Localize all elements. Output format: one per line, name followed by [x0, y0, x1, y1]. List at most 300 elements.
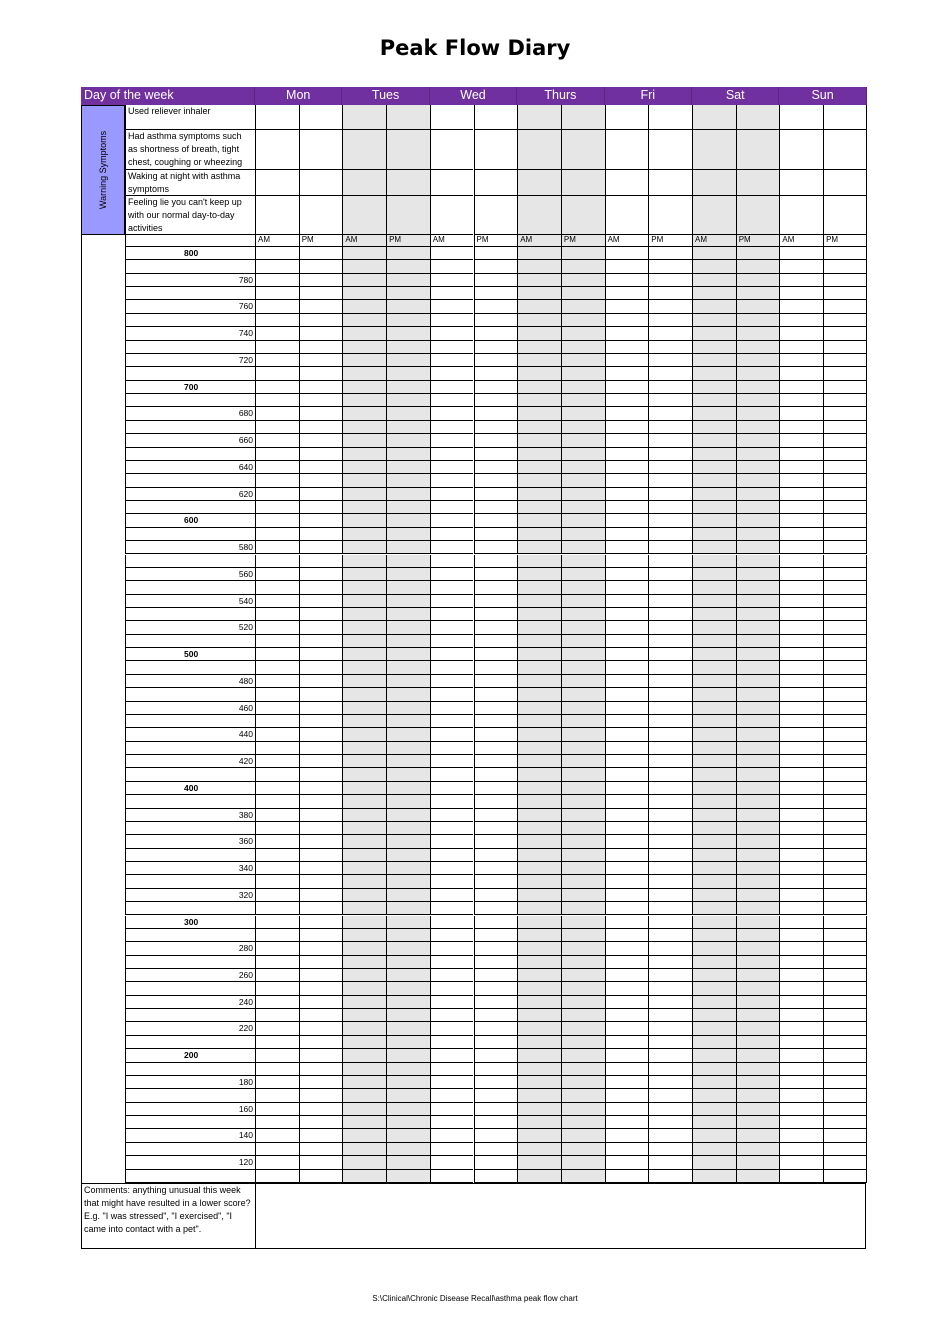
peak-flow-cell[interactable]	[605, 809, 649, 822]
peak-flow-cell[interactable]	[779, 327, 823, 340]
peak-flow-cell[interactable]	[474, 1009, 518, 1022]
peak-flow-cell[interactable]	[430, 795, 474, 808]
peak-flow-cell[interactable]	[736, 327, 780, 340]
peak-flow-cell[interactable]	[517, 300, 561, 313]
peak-flow-cell[interactable]	[517, 274, 561, 287]
peak-flow-cell[interactable]	[430, 809, 474, 822]
peak-flow-cell[interactable]	[605, 354, 649, 367]
peak-flow-cell[interactable]	[299, 354, 343, 367]
peak-flow-cell[interactable]	[692, 341, 736, 354]
peak-flow-cell[interactable]	[255, 474, 299, 487]
peak-flow-cell[interactable]	[779, 581, 823, 594]
peak-flow-cell[interactable]	[342, 1076, 386, 1089]
peak-flow-cell[interactable]	[605, 341, 649, 354]
symptom-check-cell[interactable]	[561, 170, 605, 196]
peak-flow-cell[interactable]	[605, 434, 649, 447]
symptom-check-cell[interactable]	[823, 105, 867, 130]
peak-flow-cell[interactable]	[692, 381, 736, 394]
peak-flow-cell[interactable]	[692, 555, 736, 568]
peak-flow-cell[interactable]	[692, 1049, 736, 1062]
peak-flow-cell[interactable]	[430, 702, 474, 715]
peak-flow-cell[interactable]	[517, 367, 561, 380]
peak-flow-cell[interactable]	[299, 1156, 343, 1169]
peak-flow-cell[interactable]	[605, 327, 649, 340]
peak-flow-cell[interactable]	[692, 274, 736, 287]
peak-flow-cell[interactable]	[430, 889, 474, 902]
peak-flow-cell[interactable]	[474, 849, 518, 862]
peak-flow-cell[interactable]	[386, 755, 430, 768]
peak-flow-cell[interactable]	[255, 1129, 299, 1142]
peak-flow-cell[interactable]	[386, 260, 430, 273]
symptom-check-cell[interactable]	[474, 196, 518, 235]
peak-flow-cell[interactable]	[517, 488, 561, 501]
peak-flow-cell[interactable]	[299, 488, 343, 501]
peak-flow-cell[interactable]	[823, 621, 867, 634]
peak-flow-cell[interactable]	[386, 688, 430, 701]
peak-flow-cell[interactable]	[299, 621, 343, 634]
peak-flow-cell[interactable]	[386, 568, 430, 581]
peak-flow-cell[interactable]	[255, 501, 299, 514]
peak-flow-cell[interactable]	[255, 809, 299, 822]
peak-flow-cell[interactable]	[342, 434, 386, 447]
peak-flow-cell[interactable]	[255, 1143, 299, 1156]
peak-flow-cell[interactable]	[692, 956, 736, 969]
peak-flow-cell[interactable]	[299, 822, 343, 835]
peak-flow-cell[interactable]	[517, 314, 561, 327]
peak-flow-cell[interactable]	[517, 1156, 561, 1169]
peak-flow-cell[interactable]	[342, 1049, 386, 1062]
peak-flow-cell[interactable]	[561, 715, 605, 728]
peak-flow-cell[interactable]	[342, 260, 386, 273]
peak-flow-cell[interactable]	[430, 1103, 474, 1116]
peak-flow-cell[interactable]	[736, 648, 780, 661]
peak-flow-cell[interactable]	[474, 1129, 518, 1142]
peak-flow-cell[interactable]	[299, 862, 343, 875]
peak-flow-cell[interactable]	[605, 661, 649, 674]
peak-flow-cell[interactable]	[823, 675, 867, 688]
peak-flow-cell[interactable]	[342, 381, 386, 394]
peak-flow-cell[interactable]	[255, 742, 299, 755]
peak-flow-cell[interactable]	[648, 702, 692, 715]
peak-flow-cell[interactable]	[736, 942, 780, 955]
symptom-check-cell[interactable]	[605, 170, 649, 196]
peak-flow-cell[interactable]	[779, 822, 823, 835]
peak-flow-cell[interactable]	[430, 1022, 474, 1035]
peak-flow-cell[interactable]	[386, 1156, 430, 1169]
peak-flow-cell[interactable]	[299, 568, 343, 581]
peak-flow-cell[interactable]	[342, 300, 386, 313]
peak-flow-cell[interactable]	[386, 1116, 430, 1129]
peak-flow-cell[interactable]	[255, 648, 299, 661]
symptom-check-cell[interactable]	[430, 196, 474, 235]
peak-flow-cell[interactable]	[736, 1009, 780, 1022]
peak-flow-cell[interactable]	[823, 768, 867, 781]
peak-flow-cell[interactable]	[430, 488, 474, 501]
peak-flow-cell[interactable]	[823, 822, 867, 835]
peak-flow-cell[interactable]	[561, 381, 605, 394]
peak-flow-cell[interactable]	[561, 768, 605, 781]
peak-flow-cell[interactable]	[823, 635, 867, 648]
peak-flow-cell[interactable]	[561, 782, 605, 795]
peak-flow-cell[interactable]	[386, 327, 430, 340]
peak-flow-cell[interactable]	[517, 956, 561, 969]
peak-flow-cell[interactable]	[430, 969, 474, 982]
peak-flow-cell[interactable]	[692, 541, 736, 554]
peak-flow-cell[interactable]	[779, 742, 823, 755]
symptom-check-cell[interactable]	[386, 130, 430, 170]
peak-flow-cell[interactable]	[386, 902, 430, 915]
peak-flow-cell[interactable]	[648, 782, 692, 795]
peak-flow-cell[interactable]	[561, 421, 605, 434]
peak-flow-cell[interactable]	[299, 327, 343, 340]
peak-flow-cell[interactable]	[736, 581, 780, 594]
symptom-check-cell[interactable]	[823, 170, 867, 196]
peak-flow-cell[interactable]	[736, 982, 780, 995]
peak-flow-cell[interactable]	[299, 889, 343, 902]
peak-flow-cell[interactable]	[517, 595, 561, 608]
peak-flow-cell[interactable]	[779, 929, 823, 942]
peak-flow-cell[interactable]	[692, 1103, 736, 1116]
peak-flow-cell[interactable]	[299, 1009, 343, 1022]
peak-flow-cell[interactable]	[255, 1170, 299, 1183]
peak-flow-cell[interactable]	[692, 835, 736, 848]
peak-flow-cell[interactable]	[474, 621, 518, 634]
peak-flow-cell[interactable]	[299, 1116, 343, 1129]
peak-flow-cell[interactable]	[736, 568, 780, 581]
peak-flow-cell[interactable]	[736, 969, 780, 982]
peak-flow-cell[interactable]	[342, 287, 386, 300]
peak-flow-cell[interactable]	[648, 728, 692, 741]
peak-flow-cell[interactable]	[386, 1103, 430, 1116]
peak-flow-cell[interactable]	[474, 327, 518, 340]
peak-flow-cell[interactable]	[430, 541, 474, 554]
peak-flow-cell[interactable]	[430, 1129, 474, 1142]
peak-flow-cell[interactable]	[474, 260, 518, 273]
symptom-check-cell[interactable]	[823, 196, 867, 235]
peak-flow-cell[interactable]	[823, 381, 867, 394]
peak-flow-cell[interactable]	[299, 394, 343, 407]
peak-flow-cell[interactable]	[823, 595, 867, 608]
peak-flow-cell[interactable]	[386, 341, 430, 354]
peak-flow-cell[interactable]	[255, 448, 299, 461]
peak-flow-cell[interactable]	[430, 996, 474, 1009]
peak-flow-cell[interactable]	[386, 675, 430, 688]
peak-flow-cell[interactable]	[779, 1036, 823, 1049]
peak-flow-cell[interactable]	[736, 407, 780, 420]
peak-flow-cell[interactable]	[474, 461, 518, 474]
peak-flow-cell[interactable]	[474, 862, 518, 875]
peak-flow-cell[interactable]	[474, 394, 518, 407]
peak-flow-cell[interactable]	[430, 608, 474, 621]
peak-flow-cell[interactable]	[779, 1129, 823, 1142]
peak-flow-cell[interactable]	[386, 1022, 430, 1035]
peak-flow-cell[interactable]	[255, 795, 299, 808]
peak-flow-cell[interactable]	[823, 327, 867, 340]
peak-flow-cell[interactable]	[430, 381, 474, 394]
peak-flow-cell[interactable]	[736, 1022, 780, 1035]
peak-flow-cell[interactable]	[430, 434, 474, 447]
peak-flow-cell[interactable]	[605, 501, 649, 514]
peak-flow-cell[interactable]	[517, 942, 561, 955]
peak-flow-cell[interactable]	[474, 300, 518, 313]
peak-flow-cell[interactable]	[823, 314, 867, 327]
peak-flow-cell[interactable]	[823, 474, 867, 487]
peak-flow-cell[interactable]	[342, 488, 386, 501]
peak-flow-cell[interactable]	[474, 541, 518, 554]
peak-flow-cell[interactable]	[648, 755, 692, 768]
peak-flow-cell[interactable]	[561, 1156, 605, 1169]
peak-flow-cell[interactable]	[342, 942, 386, 955]
symptom-check-cell[interactable]	[299, 105, 343, 130]
peak-flow-cell[interactable]	[430, 300, 474, 313]
peak-flow-cell[interactable]	[430, 688, 474, 701]
peak-flow-cell[interactable]	[342, 675, 386, 688]
peak-flow-cell[interactable]	[255, 661, 299, 674]
peak-flow-cell[interactable]	[255, 1009, 299, 1022]
peak-flow-cell[interactable]	[823, 1022, 867, 1035]
peak-flow-cell[interactable]	[255, 367, 299, 380]
peak-flow-cell[interactable]	[255, 1022, 299, 1035]
peak-flow-cell[interactable]	[342, 1170, 386, 1183]
peak-flow-cell[interactable]	[299, 555, 343, 568]
peak-flow-cell[interactable]	[648, 514, 692, 527]
peak-flow-cell[interactable]	[648, 1170, 692, 1183]
peak-flow-cell[interactable]	[692, 635, 736, 648]
symptom-check-cell[interactable]	[648, 170, 692, 196]
peak-flow-cell[interactable]	[517, 1022, 561, 1035]
peak-flow-cell[interactable]	[517, 889, 561, 902]
peak-flow-cell[interactable]	[692, 300, 736, 313]
peak-flow-cell[interactable]	[386, 1063, 430, 1076]
peak-flow-cell[interactable]	[648, 809, 692, 822]
peak-flow-cell[interactable]	[605, 755, 649, 768]
peak-flow-cell[interactable]	[299, 461, 343, 474]
peak-flow-cell[interactable]	[430, 715, 474, 728]
peak-flow-cell[interactable]	[736, 1170, 780, 1183]
peak-flow-cell[interactable]	[736, 782, 780, 795]
peak-flow-cell[interactable]	[474, 1116, 518, 1129]
peak-flow-cell[interactable]	[430, 247, 474, 260]
peak-flow-cell[interactable]	[386, 354, 430, 367]
symptom-check-cell[interactable]	[299, 170, 343, 196]
peak-flow-cell[interactable]	[299, 715, 343, 728]
peak-flow-cell[interactable]	[386, 394, 430, 407]
peak-flow-cell[interactable]	[605, 942, 649, 955]
peak-flow-cell[interactable]	[386, 621, 430, 634]
peak-flow-cell[interactable]	[474, 889, 518, 902]
peak-flow-cell[interactable]	[342, 514, 386, 527]
peak-flow-cell[interactable]	[474, 1103, 518, 1116]
peak-flow-cell[interactable]	[823, 541, 867, 554]
peak-flow-cell[interactable]	[692, 969, 736, 982]
peak-flow-cell[interactable]	[823, 929, 867, 942]
peak-flow-cell[interactable]	[823, 461, 867, 474]
peak-flow-cell[interactable]	[648, 247, 692, 260]
peak-flow-cell[interactable]	[561, 608, 605, 621]
peak-flow-cell[interactable]	[474, 1143, 518, 1156]
peak-flow-cell[interactable]	[823, 1063, 867, 1076]
peak-flow-cell[interactable]	[648, 528, 692, 541]
peak-flow-cell[interactable]	[430, 354, 474, 367]
peak-flow-cell[interactable]	[823, 581, 867, 594]
peak-flow-cell[interactable]	[736, 835, 780, 848]
peak-flow-cell[interactable]	[823, 354, 867, 367]
peak-flow-cell[interactable]	[692, 715, 736, 728]
peak-flow-cell[interactable]	[255, 1063, 299, 1076]
peak-flow-cell[interactable]	[386, 702, 430, 715]
symptom-check-cell[interactable]	[517, 196, 561, 235]
peak-flow-cell[interactable]	[736, 1036, 780, 1049]
peak-flow-cell[interactable]	[386, 474, 430, 487]
peak-flow-cell[interactable]	[605, 782, 649, 795]
peak-flow-cell[interactable]	[605, 702, 649, 715]
peak-flow-cell[interactable]	[517, 528, 561, 541]
peak-flow-cell[interactable]	[255, 568, 299, 581]
peak-flow-cell[interactable]	[605, 448, 649, 461]
peak-flow-cell[interactable]	[823, 849, 867, 862]
peak-flow-cell[interactable]	[605, 461, 649, 474]
peak-flow-cell[interactable]	[692, 621, 736, 634]
peak-flow-cell[interactable]	[517, 287, 561, 300]
peak-flow-cell[interactable]	[648, 795, 692, 808]
peak-flow-cell[interactable]	[605, 1036, 649, 1049]
peak-flow-cell[interactable]	[779, 514, 823, 527]
peak-flow-cell[interactable]	[561, 1049, 605, 1062]
peak-flow-cell[interactable]	[299, 247, 343, 260]
peak-flow-cell[interactable]	[692, 461, 736, 474]
peak-flow-cell[interactable]	[517, 982, 561, 995]
peak-flow-cell[interactable]	[342, 688, 386, 701]
peak-flow-cell[interactable]	[342, 581, 386, 594]
peak-flow-cell[interactable]	[561, 635, 605, 648]
peak-flow-cell[interactable]	[692, 247, 736, 260]
peak-flow-cell[interactable]	[342, 367, 386, 380]
peak-flow-cell[interactable]	[342, 621, 386, 634]
peak-flow-cell[interactable]	[342, 768, 386, 781]
symptom-check-cell[interactable]	[386, 105, 430, 130]
peak-flow-cell[interactable]	[430, 862, 474, 875]
peak-flow-cell[interactable]	[648, 260, 692, 273]
peak-flow-cell[interactable]	[561, 260, 605, 273]
peak-flow-cell[interactable]	[736, 621, 780, 634]
peak-flow-cell[interactable]	[692, 795, 736, 808]
symptom-check-cell[interactable]	[386, 196, 430, 235]
peak-flow-cell[interactable]	[736, 675, 780, 688]
peak-flow-cell[interactable]	[779, 1076, 823, 1089]
peak-flow-cell[interactable]	[736, 822, 780, 835]
peak-flow-cell[interactable]	[605, 929, 649, 942]
peak-flow-cell[interactable]	[561, 675, 605, 688]
peak-flow-cell[interactable]	[605, 969, 649, 982]
peak-flow-cell[interactable]	[255, 260, 299, 273]
peak-flow-cell[interactable]	[517, 1063, 561, 1076]
peak-flow-cell[interactable]	[823, 448, 867, 461]
peak-flow-cell[interactable]	[648, 1089, 692, 1102]
peak-flow-cell[interactable]	[299, 1129, 343, 1142]
peak-flow-cell[interactable]	[605, 474, 649, 487]
peak-flow-cell[interactable]	[779, 287, 823, 300]
peak-flow-cell[interactable]	[648, 434, 692, 447]
peak-flow-cell[interactable]	[736, 461, 780, 474]
peak-flow-cell[interactable]	[342, 394, 386, 407]
peak-flow-cell[interactable]	[342, 341, 386, 354]
peak-flow-cell[interactable]	[736, 608, 780, 621]
peak-flow-cell[interactable]	[692, 902, 736, 915]
peak-flow-cell[interactable]	[299, 809, 343, 822]
peak-flow-cell[interactable]	[299, 474, 343, 487]
peak-flow-cell[interactable]	[299, 688, 343, 701]
symptom-check-cell[interactable]	[605, 196, 649, 235]
peak-flow-cell[interactable]	[648, 688, 692, 701]
peak-flow-cell[interactable]	[386, 1036, 430, 1049]
peak-flow-cell[interactable]	[299, 434, 343, 447]
peak-flow-cell[interactable]	[474, 434, 518, 447]
peak-flow-cell[interactable]	[736, 635, 780, 648]
peak-flow-cell[interactable]	[823, 555, 867, 568]
peak-flow-cell[interactable]	[605, 1129, 649, 1142]
peak-flow-cell[interactable]	[386, 434, 430, 447]
peak-flow-cell[interactable]	[474, 755, 518, 768]
peak-flow-cell[interactable]	[692, 849, 736, 862]
peak-flow-cell[interactable]	[605, 982, 649, 995]
peak-flow-cell[interactable]	[299, 1170, 343, 1183]
peak-flow-cell[interactable]	[692, 889, 736, 902]
peak-flow-cell[interactable]	[779, 916, 823, 929]
peak-flow-cell[interactable]	[430, 341, 474, 354]
peak-flow-cell[interactable]	[736, 956, 780, 969]
peak-flow-cell[interactable]	[342, 996, 386, 1009]
peak-flow-cell[interactable]	[342, 1156, 386, 1169]
peak-flow-cell[interactable]	[255, 581, 299, 594]
symptom-check-cell[interactable]	[648, 105, 692, 130]
peak-flow-cell[interactable]	[605, 595, 649, 608]
peak-flow-cell[interactable]	[386, 1129, 430, 1142]
peak-flow-cell[interactable]	[648, 1063, 692, 1076]
peak-flow-cell[interactable]	[342, 314, 386, 327]
peak-flow-cell[interactable]	[299, 274, 343, 287]
peak-flow-cell[interactable]	[299, 314, 343, 327]
peak-flow-cell[interactable]	[823, 300, 867, 313]
peak-flow-cell[interactable]	[561, 688, 605, 701]
peak-flow-cell[interactable]	[561, 822, 605, 835]
peak-flow-cell[interactable]	[561, 809, 605, 822]
peak-flow-cell[interactable]	[736, 875, 780, 888]
peak-flow-cell[interactable]	[692, 514, 736, 527]
peak-flow-cell[interactable]	[605, 635, 649, 648]
symptom-check-cell[interactable]	[648, 130, 692, 170]
peak-flow-cell[interactable]	[561, 581, 605, 594]
peak-flow-cell[interactable]	[430, 1116, 474, 1129]
peak-flow-cell[interactable]	[517, 1103, 561, 1116]
peak-flow-cell[interactable]	[561, 795, 605, 808]
peak-flow-cell[interactable]	[255, 675, 299, 688]
peak-flow-cell[interactable]	[474, 902, 518, 915]
peak-flow-cell[interactable]	[779, 461, 823, 474]
peak-flow-cell[interactable]	[430, 1063, 474, 1076]
peak-flow-cell[interactable]	[692, 474, 736, 487]
peak-flow-cell[interactable]	[823, 715, 867, 728]
peak-flow-cell[interactable]	[474, 274, 518, 287]
peak-flow-cell[interactable]	[386, 247, 430, 260]
peak-flow-cell[interactable]	[430, 1089, 474, 1102]
peak-flow-cell[interactable]	[517, 635, 561, 648]
peak-flow-cell[interactable]	[605, 1156, 649, 1169]
peak-flow-cell[interactable]	[342, 782, 386, 795]
peak-flow-cell[interactable]	[430, 755, 474, 768]
peak-flow-cell[interactable]	[474, 1049, 518, 1062]
peak-flow-cell[interactable]	[386, 795, 430, 808]
peak-flow-cell[interactable]	[474, 354, 518, 367]
